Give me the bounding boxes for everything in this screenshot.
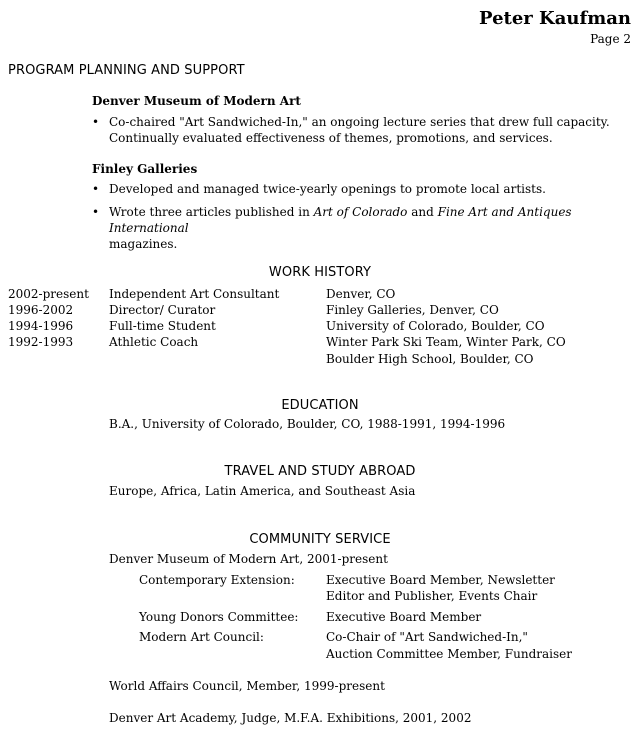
bullet-item xyxy=(92,181,632,197)
community-role: Editor and Publisher, Events Chair xyxy=(326,589,538,603)
work-place: Boulder High School, Boulder, CO xyxy=(326,352,534,366)
community-other: World Affairs Council, Member, 1999-present xyxy=(109,679,385,693)
travel-entry: Europe, Africa, Latin America, and Southeast Asia xyxy=(109,484,416,498)
section-title-education: EDUCATION xyxy=(281,398,359,413)
work-place: Finley Galleries, Denver, CO xyxy=(326,303,499,317)
work-role: Full-time Student xyxy=(109,319,216,333)
section-title-travel: TRAVEL AND STUDY ABROAD xyxy=(224,464,416,479)
bullet-list xyxy=(92,114,632,153)
section-title-work: WORK HISTORY xyxy=(268,265,372,280)
work-place: University of Colorado, Boulder, CO xyxy=(326,319,545,333)
education-entry: B.A., University of Colorado, Boulder, CO, 1988-1991, 1994-1996 xyxy=(109,417,506,431)
bullet-text: and xyxy=(407,205,438,219)
work-years: 1992-1993 xyxy=(8,335,74,349)
bullet-line xyxy=(109,204,632,236)
community-role: Executive Board Member, Newsletter xyxy=(326,573,555,587)
community-role: Co-Chair of "Art Sandwiched-In," xyxy=(326,630,528,644)
bullet-line: magazines. xyxy=(109,237,178,251)
work-place: Denver, CO xyxy=(326,287,396,301)
community-group: Young Donors Committee: xyxy=(139,610,299,624)
work-role: Athletic Coach xyxy=(109,335,199,349)
publication-title: Art of Colorado xyxy=(313,205,408,219)
bullet-line: • Developed and managed twice-yearly openings to promote local artists. xyxy=(109,182,546,196)
work-role: Independent Art Consultant xyxy=(109,287,280,301)
org-name: Denver Museum of Modern Art xyxy=(92,94,301,108)
org-name: Finley Galleries xyxy=(92,162,198,176)
publication-title: Fine Art and Antiques International xyxy=(109,205,572,235)
section-title-program: PROGRAM PLANNING AND SUPPORT xyxy=(8,63,245,78)
work-years: 1994-1996 xyxy=(8,319,74,333)
community-other: Denver Art Academy, Judge, M.F.A. Exhibitions, 2001, 2002 xyxy=(109,711,472,725)
work-years: 1996-2002 xyxy=(8,303,74,317)
bullet-text: Wrote three articles published in xyxy=(109,205,314,219)
work-role: Director/ Curator xyxy=(109,303,216,317)
bullet-line: • Co-chaired "Art Sandwiched-In," an ongoing lecture series that drew full capacity. xyxy=(109,115,610,129)
community-intro: Denver Museum of Modern Art, 2001-present xyxy=(109,552,388,566)
work-years: 2002-present xyxy=(8,287,89,301)
community-group: Contemporary Extension: xyxy=(139,573,295,587)
page-number: Page 2 xyxy=(590,32,631,46)
bullet-list xyxy=(92,181,632,259)
bullet-line: Continually evaluated effectiveness of themes, promotions, and services. xyxy=(109,131,553,145)
section-title-community: COMMUNITY SERVICE xyxy=(249,532,391,547)
work-place: Winter Park Ski Team, Winter Park, CO xyxy=(326,335,566,349)
community-group: Modern Art Council: xyxy=(139,630,264,644)
resume-name: Peter Kaufman xyxy=(479,8,631,29)
community-role: Auction Committee Member, Fundraiser xyxy=(326,647,572,661)
community-role: Executive Board Member xyxy=(326,610,482,624)
bullet-item xyxy=(92,204,632,252)
bullet-item xyxy=(92,114,632,146)
